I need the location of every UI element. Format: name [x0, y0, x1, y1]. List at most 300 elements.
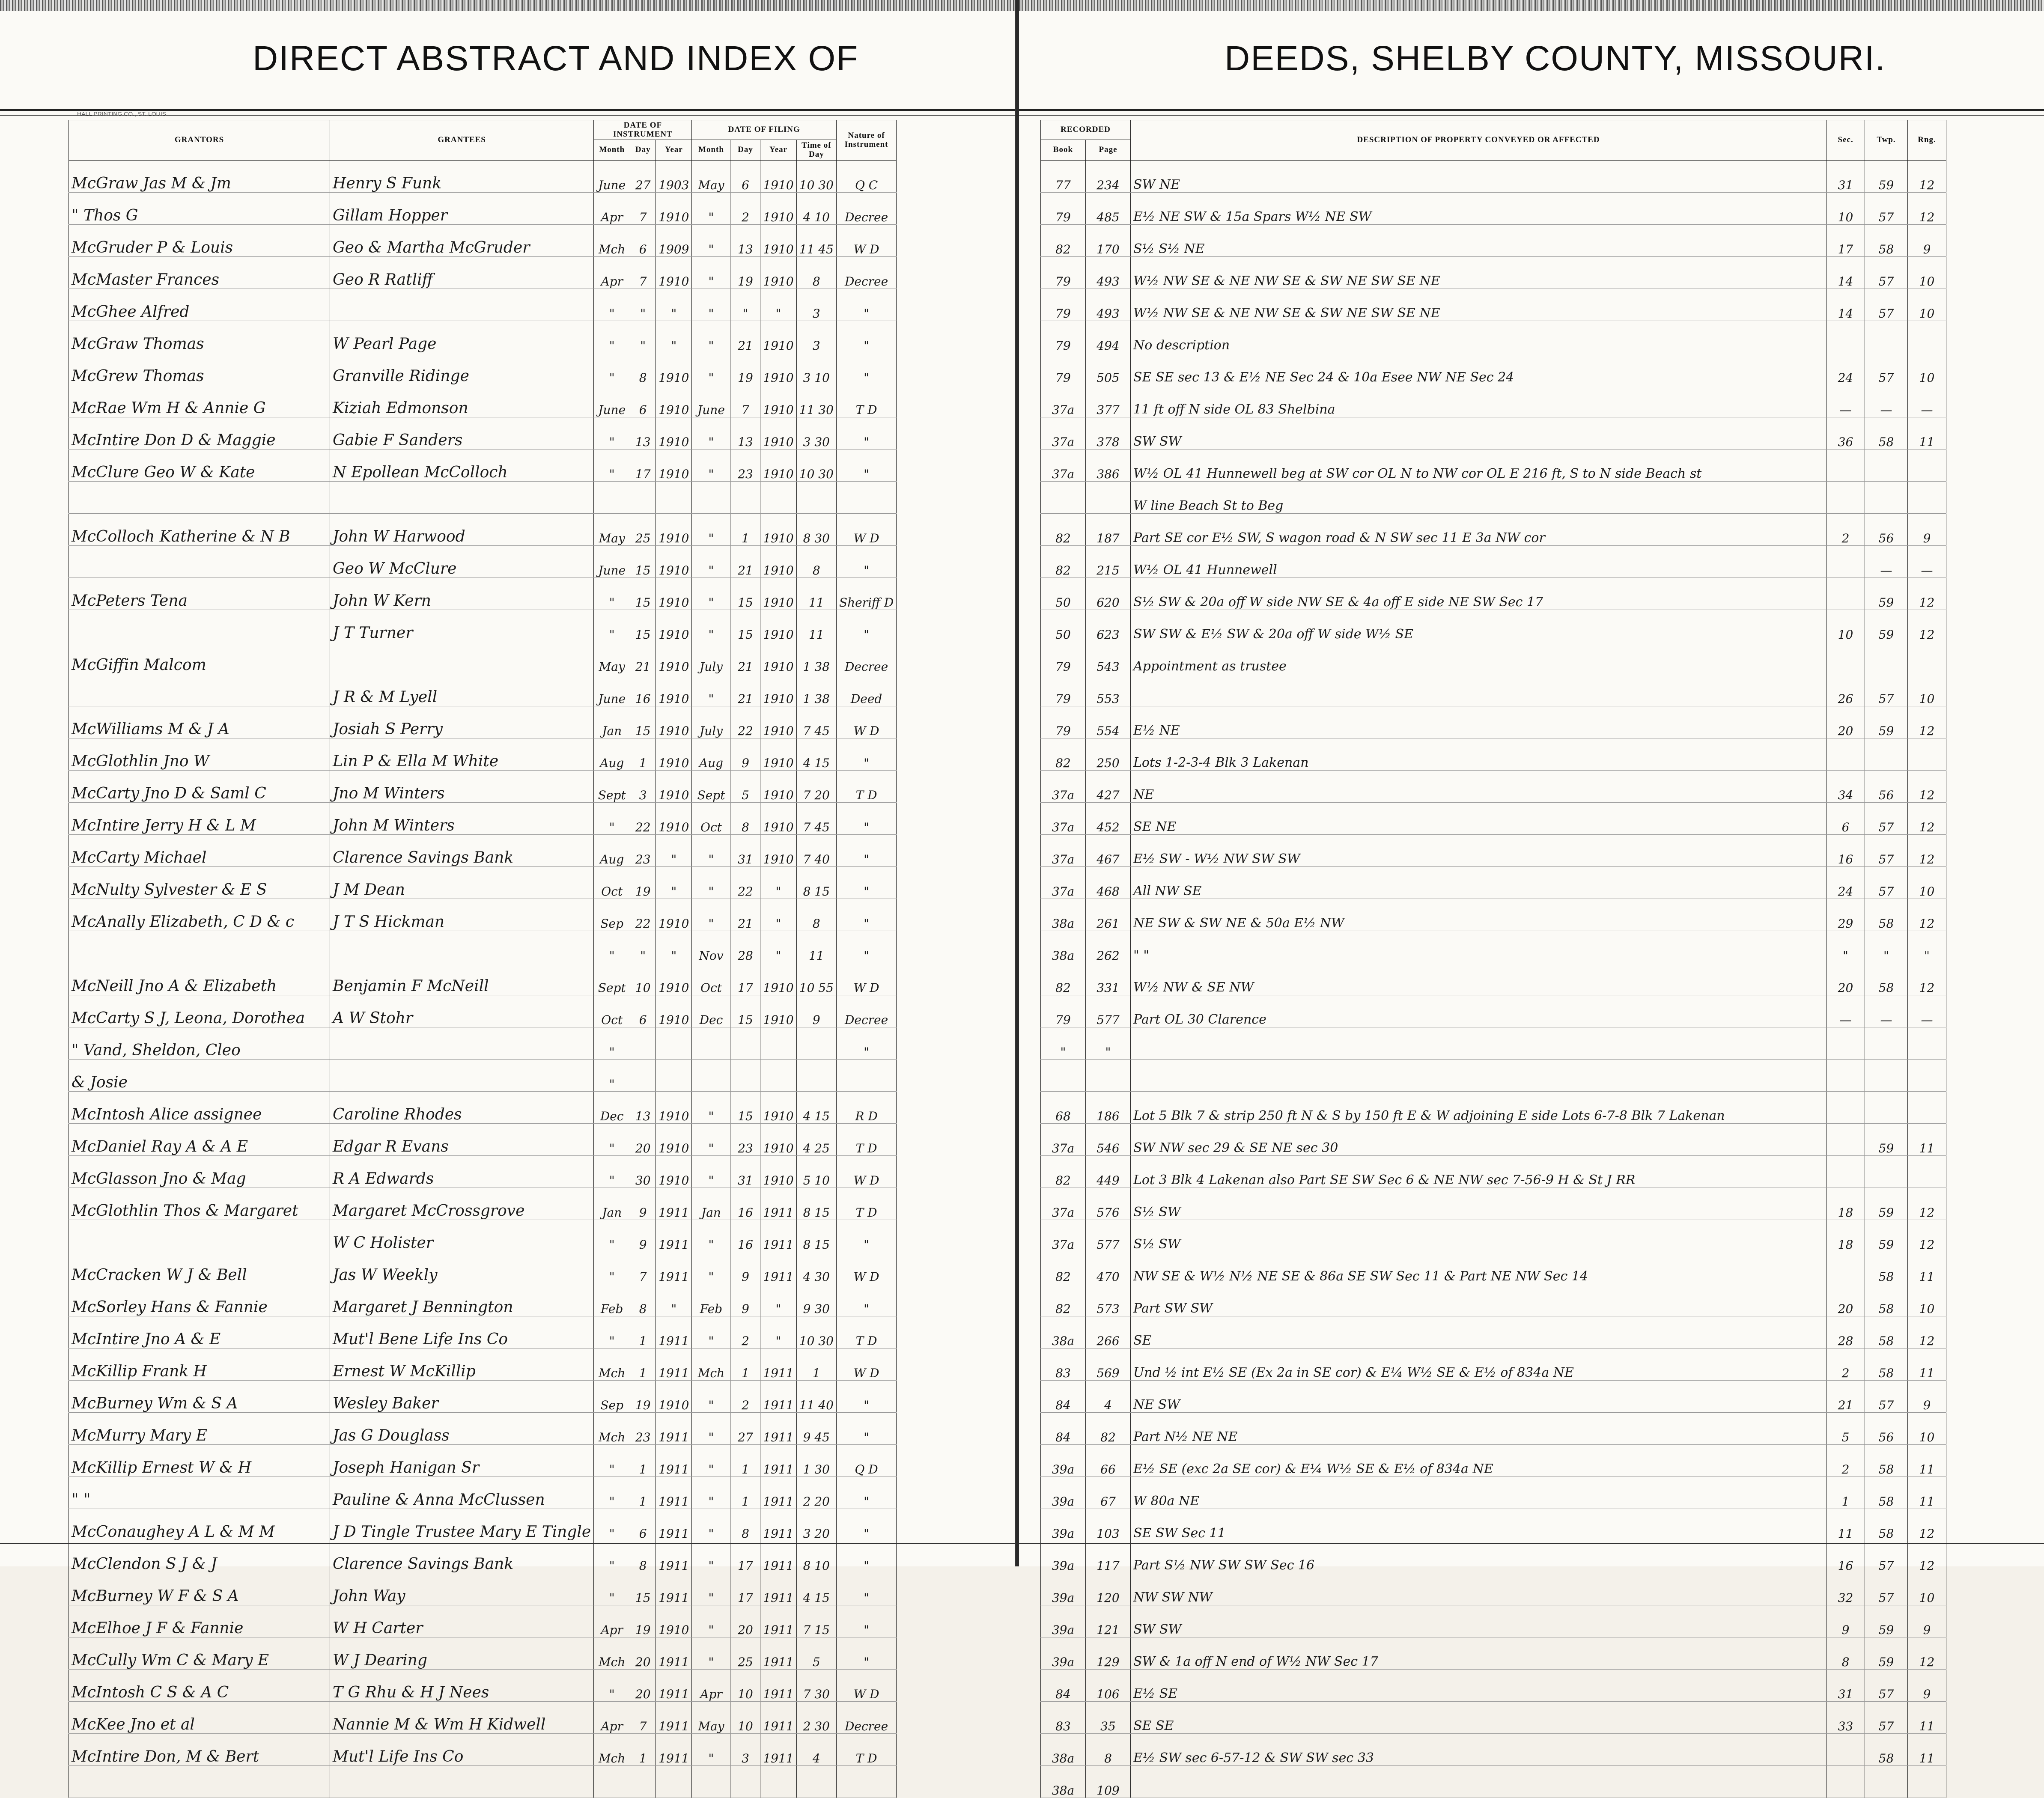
instrument-day-cell: 15 — [630, 1573, 656, 1605]
rng-cell: 9 — [1908, 514, 1946, 546]
rng-cell: — — [1908, 546, 1946, 578]
description-cell: E½ SW sec 6-57-12 & SW SW sec 33 — [1131, 1734, 1826, 1766]
header-rule-thin — [1019, 115, 2044, 116]
grantee-cell: Clarence Savings Bank — [330, 835, 594, 867]
instrument-month-cell: Sept — [594, 963, 630, 995]
filing-day-cell: 17 — [730, 963, 760, 995]
instrument-year-cell: " — [656, 321, 692, 353]
instrument-day-cell: 1 — [630, 738, 656, 771]
filing-time-cell: 4 15 — [796, 1573, 836, 1605]
table-row — [1041, 257, 1946, 289]
instrument-year-cell: 1910 — [656, 578, 692, 610]
filing-year-cell: 1910 — [760, 642, 796, 674]
nature-cell: " — [836, 1477, 896, 1509]
table-row — [1041, 1605, 1946, 1637]
description-cell: SW NE — [1131, 161, 1826, 193]
table-row — [69, 1348, 897, 1381]
instrument-day-cell: 15 — [630, 578, 656, 610]
instrument-year-cell: 1910 — [656, 995, 692, 1027]
nature-cell: Decree — [836, 995, 896, 1027]
instrument-year-cell: " — [656, 289, 692, 321]
col-book: Book — [1041, 140, 1086, 161]
instrument-day-cell: 23 — [630, 1413, 656, 1445]
instrument-year-cell: 1910 — [656, 771, 692, 803]
book-cell: 38a — [1041, 1316, 1086, 1348]
filing-year-cell: 1910 — [760, 1156, 796, 1188]
instrument-year-cell: 1910 — [656, 450, 692, 482]
instrument-year-cell: 1910 — [656, 193, 692, 225]
table-row — [1041, 353, 1946, 385]
rng-cell: 11 — [1908, 417, 1946, 450]
filing-month-cell: " — [692, 450, 730, 482]
col-time-of-day: Time of Day — [796, 140, 836, 161]
col-twp: Twp. — [1865, 120, 1908, 161]
twp-cell: 59 — [1865, 578, 1908, 610]
table-row — [69, 578, 897, 610]
filing-year-cell: 1911 — [760, 1188, 796, 1220]
sec-cell: 20 — [1826, 963, 1865, 995]
table-row — [69, 1124, 897, 1156]
book-cell: 38a — [1041, 899, 1086, 931]
instrument-month-cell: Apr — [594, 1605, 630, 1637]
sec-cell — [1826, 1092, 1865, 1124]
grantor-cell: McKillip Ernest W & H — [69, 1445, 330, 1477]
nature-cell: " — [836, 546, 896, 578]
nature-cell: " — [836, 867, 896, 899]
instrument-day-cell: 15 — [630, 610, 656, 642]
filing-month-cell: Mch — [692, 1348, 730, 1381]
col-file-month: Month — [692, 140, 730, 161]
nature-cell: " — [836, 610, 896, 642]
rng-cell — [1908, 1060, 1946, 1092]
rng-cell: 10 — [1908, 674, 1946, 706]
instrument-month-cell: " — [594, 417, 630, 450]
rng-cell — [1908, 1156, 1946, 1188]
book-cell: 37a — [1041, 1220, 1086, 1252]
filing-year-cell: 1910 — [760, 706, 796, 738]
instrument-year-cell: 1911 — [656, 1637, 692, 1670]
table-row — [69, 706, 897, 738]
instrument-month-cell: " — [594, 1156, 630, 1188]
page-cell: 8 — [1086, 1734, 1131, 1766]
rng-cell: 10 — [1908, 1284, 1946, 1316]
instrument-month-cell: Oct — [594, 867, 630, 899]
nature-cell: Decree — [836, 193, 896, 225]
col-inst-month: Month — [594, 140, 630, 161]
instrument-day-cell: 9 — [630, 1220, 656, 1252]
rng-cell: 9 — [1908, 1670, 1946, 1702]
book-cell: 37a — [1041, 867, 1086, 899]
table-row — [69, 610, 897, 642]
filing-time-cell: 7 45 — [796, 803, 836, 835]
instrument-year-cell: " — [656, 931, 692, 963]
table-row — [69, 1670, 897, 1702]
filing-month-cell: " — [692, 321, 730, 353]
footer-rule — [0, 1543, 1015, 1544]
instrument-month-cell: May — [594, 514, 630, 546]
instrument-year-cell: " — [656, 1284, 692, 1316]
page-cell: 106 — [1086, 1670, 1131, 1702]
filing-year-cell: 1911 — [760, 1702, 796, 1734]
col-grantees: GRANTEES — [330, 120, 594, 161]
nature-cell: W D — [836, 1252, 896, 1284]
instrument-month-cell: Feb — [594, 1284, 630, 1316]
table-row — [1041, 1188, 1946, 1220]
filing-year-cell: 1911 — [760, 1252, 796, 1284]
filing-month-cell: " — [692, 1092, 730, 1124]
instrument-day-cell: 19 — [630, 1381, 656, 1413]
right-page-title: DEEDS, SHELBY COUNTY, MISSOURI. — [1225, 39, 1886, 78]
grantee-cell: Jas W Weekly — [330, 1252, 594, 1284]
rng-cell: 12 — [1908, 193, 1946, 225]
instrument-day-cell: 20 — [630, 1670, 656, 1702]
filing-time-cell: 3 — [796, 289, 836, 321]
sec-cell: 18 — [1826, 1220, 1865, 1252]
description-cell: All NW SE — [1131, 867, 1826, 899]
page-cell: 553 — [1086, 674, 1131, 706]
rng-cell: " — [1908, 931, 1946, 963]
instrument-day-cell: 16 — [630, 674, 656, 706]
filing-year-cell: 1911 — [760, 1348, 796, 1381]
rng-cell: 12 — [1908, 1541, 1946, 1573]
nature-cell: Decree — [836, 1702, 896, 1734]
filing-time-cell: 4 25 — [796, 1124, 836, 1156]
instrument-year-cell: 1910 — [656, 257, 692, 289]
filing-time-cell: 8 — [796, 899, 836, 931]
rng-cell: 12 — [1908, 771, 1946, 803]
grantee-cell: W C Holister — [330, 1220, 594, 1252]
description-cell: W½ OL 41 Hunnewell beg at SW cor OL N to NW cor OL E 216 ft, S to N side Beach st — [1131, 450, 1826, 482]
nature-cell: " — [836, 899, 896, 931]
description-cell: " " — [1131, 931, 1826, 963]
description-cell: E½ NE SW & 15a Spars W½ NE SW — [1131, 193, 1826, 225]
grantor-cell — [69, 674, 330, 706]
filing-time-cell: 9 30 — [796, 1284, 836, 1316]
book-cell — [1041, 482, 1086, 514]
twp-cell: 58 — [1865, 1252, 1908, 1284]
page-cell: 262 — [1086, 931, 1131, 963]
filing-year-cell: 1910 — [760, 161, 796, 193]
sec-cell: 36 — [1826, 417, 1865, 450]
filing-year-cell: " — [760, 289, 796, 321]
instrument-year-cell: 1910 — [656, 417, 692, 450]
instrument-day-cell: 25 — [630, 514, 656, 546]
twp-cell: — — [1865, 546, 1908, 578]
page-cell: 620 — [1086, 578, 1131, 610]
grantee-cell: Clarence Savings Bank — [330, 1541, 594, 1573]
grantee-cell: Pauline & Anna McClussen — [330, 1477, 594, 1509]
instrument-month-cell: Aug — [594, 738, 630, 771]
description-cell: SE — [1131, 1316, 1826, 1348]
book-cell: 79 — [1041, 289, 1086, 321]
table-row — [69, 1509, 897, 1541]
page-cell: 470 — [1086, 1252, 1131, 1284]
filing-time-cell: 3 10 — [796, 353, 836, 385]
description-cell: S½ S½ NE — [1131, 225, 1826, 257]
filing-time-cell: 8 15 — [796, 1188, 836, 1220]
table-row — [69, 738, 897, 771]
table-row — [1041, 1381, 1946, 1413]
book-cell: 79 — [1041, 321, 1086, 353]
col-page: Page — [1086, 140, 1131, 161]
table-row — [69, 931, 897, 963]
filing-time-cell: 8 15 — [796, 1220, 836, 1252]
filing-year-cell: 1910 — [760, 225, 796, 257]
grantor-cell — [69, 1766, 330, 1798]
filing-time-cell: 7 30 — [796, 1670, 836, 1702]
filing-year-cell: 1911 — [760, 1605, 796, 1637]
table-row — [69, 1381, 897, 1413]
instrument-day-cell: 23 — [630, 835, 656, 867]
filing-year-cell: 1910 — [760, 353, 796, 385]
col-inst-day: Day — [630, 140, 656, 161]
sec-cell: 2 — [1826, 514, 1865, 546]
twp-cell: 57 — [1865, 257, 1908, 289]
nature-cell: W D — [836, 963, 896, 995]
filing-year-cell: 1910 — [760, 771, 796, 803]
instrument-year-cell: 1911 — [656, 1445, 692, 1477]
grantor-cell: McConaughey A L & M M — [69, 1509, 330, 1541]
twp-cell — [1865, 482, 1908, 514]
col-description: DESCRIPTION OF PROPERTY CONVEYED OR AFFECTED — [1131, 120, 1826, 161]
page-cell: 493 — [1086, 257, 1131, 289]
page-cell: 261 — [1086, 899, 1131, 931]
description-cell: W½ NW & SE NW — [1131, 963, 1826, 995]
grantor-cell: McElhoe J F & Fannie — [69, 1605, 330, 1637]
description-cell: S½ SW — [1131, 1188, 1826, 1220]
filing-year-cell: 1910 — [760, 738, 796, 771]
filing-year-cell: 1910 — [760, 803, 796, 835]
filing-month-cell: " — [692, 1445, 730, 1477]
filing-time-cell: 11 45 — [796, 225, 836, 257]
sec-cell — [1826, 1766, 1865, 1798]
book-cell: 82 — [1041, 1284, 1086, 1316]
instrument-day-cell: " — [630, 321, 656, 353]
sec-cell: 33 — [1826, 1702, 1865, 1734]
filing-time-cell — [796, 482, 836, 514]
book-cell: 37a — [1041, 417, 1086, 450]
twp-cell: 58 — [1865, 1316, 1908, 1348]
grantee-cell: Geo & Martha McGruder — [330, 225, 594, 257]
instrument-month-cell: " — [594, 931, 630, 963]
filing-day-cell: 20 — [730, 1605, 760, 1637]
table-row — [1041, 1670, 1946, 1702]
table-row — [1041, 1156, 1946, 1188]
description-cell: NW SW NW — [1131, 1573, 1826, 1605]
book-cell: 39a — [1041, 1477, 1086, 1509]
footer-rule — [1019, 1543, 2044, 1544]
filing-day-cell: 23 — [730, 1124, 760, 1156]
table-row — [1041, 899, 1946, 931]
instrument-month-cell: " — [594, 321, 630, 353]
instrument-year-cell: 1911 — [656, 1348, 692, 1381]
twp-cell — [1865, 450, 1908, 482]
filing-year-cell: 1911 — [760, 1670, 796, 1702]
page-cell: 331 — [1086, 963, 1131, 995]
twp-cell: 57 — [1865, 867, 1908, 899]
instrument-year-cell: " — [656, 867, 692, 899]
page-cell: 623 — [1086, 610, 1131, 642]
filing-day-cell: 8 — [730, 803, 760, 835]
grantor-cell: McGlothlin Jno W — [69, 738, 330, 771]
instrument-day-cell — [630, 482, 656, 514]
table-row — [1041, 1509, 1946, 1541]
table-row — [69, 514, 897, 546]
table-row — [69, 257, 897, 289]
twp-cell: 59 — [1865, 1188, 1908, 1220]
page-cell — [1086, 1060, 1131, 1092]
grantor-cell: McColloch Katherine & N B — [69, 514, 330, 546]
instrument-day-cell: 8 — [630, 1541, 656, 1573]
filing-time-cell: 4 30 — [796, 1252, 836, 1284]
instrument-day-cell: 15 — [630, 546, 656, 578]
book-cell: 50 — [1041, 578, 1086, 610]
instrument-year-cell: 1910 — [656, 1092, 692, 1124]
instrument-year-cell: 1910 — [656, 963, 692, 995]
instrument-month-cell: Aug — [594, 835, 630, 867]
filing-month-cell: Aug — [692, 738, 730, 771]
instrument-day-cell: 1 — [630, 1477, 656, 1509]
filing-year-cell: 1910 — [760, 995, 796, 1027]
filing-day-cell: 27 — [730, 1413, 760, 1445]
table-row — [1041, 738, 1946, 771]
table-row — [1041, 289, 1946, 321]
sec-cell: 18 — [1826, 1188, 1865, 1220]
twp-cell: 59 — [1865, 1605, 1908, 1637]
sec-cell: 20 — [1826, 1284, 1865, 1316]
table-row — [1041, 1477, 1946, 1509]
instrument-day-cell: 27 — [630, 161, 656, 193]
sec-cell: 9 — [1826, 1605, 1865, 1637]
filing-time-cell — [796, 1027, 836, 1060]
grantee-cell: T G Rhu & H J Nees — [330, 1670, 594, 1702]
grantee-cell: J R & M Lyell — [330, 674, 594, 706]
book-cell: 84 — [1041, 1670, 1086, 1702]
filing-time-cell: 5 — [796, 1637, 836, 1670]
table-row — [69, 1188, 897, 1220]
nature-cell: " — [836, 289, 896, 321]
filing-month-cell — [692, 1060, 730, 1092]
rng-cell — [1908, 450, 1946, 482]
filing-day-cell: 2 — [730, 193, 760, 225]
filing-year-cell: 1910 — [760, 963, 796, 995]
page-cell: 573 — [1086, 1284, 1131, 1316]
instrument-month-cell: Jan — [594, 1188, 630, 1220]
nature-cell: W D — [836, 1348, 896, 1381]
filing-year-cell: 1910 — [760, 193, 796, 225]
sec-cell: 24 — [1826, 867, 1865, 899]
sec-cell: 8 — [1826, 1637, 1865, 1670]
book-cell: 82 — [1041, 514, 1086, 546]
table-row — [69, 450, 897, 482]
filing-year-cell: " — [760, 1284, 796, 1316]
filing-time-cell: 8 15 — [796, 867, 836, 899]
filing-time-cell: 10 30 — [796, 450, 836, 482]
page-cell: 554 — [1086, 706, 1131, 738]
nature-cell: Deed — [836, 674, 896, 706]
filing-day-cell: 31 — [730, 835, 760, 867]
grantor-cell: McDaniel Ray A & A E — [69, 1124, 330, 1156]
instrument-day-cell — [630, 1060, 656, 1092]
filing-day-cell: 1 — [730, 1445, 760, 1477]
rng-cell: 12 — [1908, 1316, 1946, 1348]
table-row — [69, 1702, 897, 1734]
twp-cell: 57 — [1865, 193, 1908, 225]
table-row — [1041, 1573, 1946, 1605]
filing-day-cell: 9 — [730, 1252, 760, 1284]
sec-cell: — — [1826, 995, 1865, 1027]
twp-cell: 58 — [1865, 417, 1908, 450]
table-row — [1041, 1284, 1946, 1316]
sec-cell: " — [1826, 931, 1865, 963]
table-row — [69, 1766, 897, 1798]
rng-cell: 12 — [1908, 963, 1946, 995]
book-cell: 79 — [1041, 706, 1086, 738]
instrument-year-cell: 1910 — [656, 642, 692, 674]
sec-cell — [1826, 1027, 1865, 1060]
filing-time-cell — [796, 1060, 836, 1092]
grantor-cell: McBurney W F & S A — [69, 1573, 330, 1605]
page-cell — [1086, 482, 1131, 514]
instrument-year-cell: 1910 — [656, 674, 692, 706]
rng-cell: 9 — [1908, 225, 1946, 257]
instrument-year-cell — [656, 1766, 692, 1798]
instrument-year-cell: 1910 — [656, 385, 692, 417]
filing-month-cell — [692, 1766, 730, 1798]
table-row — [69, 482, 897, 514]
filing-month-cell: Jan — [692, 1188, 730, 1220]
filing-month-cell: " — [692, 514, 730, 546]
twp-cell — [1865, 321, 1908, 353]
description-cell: Appointment as trustee — [1131, 642, 1826, 674]
description-cell: No description — [1131, 321, 1826, 353]
table-row — [69, 995, 897, 1027]
filing-month-cell: " — [692, 674, 730, 706]
filing-year-cell: 1910 — [760, 385, 796, 417]
grantor-cell: McGrew Thomas — [69, 353, 330, 385]
instrument-year-cell: 1911 — [656, 1509, 692, 1541]
sec-cell: 32 — [1826, 1573, 1865, 1605]
filing-time-cell: 10 30 — [796, 161, 836, 193]
filing-time-cell: 7 45 — [796, 706, 836, 738]
grantor-cell — [69, 482, 330, 514]
table-row — [1041, 1027, 1946, 1060]
filing-time-cell: 11 40 — [796, 1381, 836, 1413]
filing-time-cell: 3 20 — [796, 1509, 836, 1541]
page-cell: 468 — [1086, 867, 1131, 899]
page-cell: " — [1086, 1027, 1131, 1060]
col-sec: Sec. — [1826, 120, 1865, 161]
filing-year-cell: 1911 — [760, 1477, 796, 1509]
twp-cell — [1865, 1027, 1908, 1060]
filing-month-cell: Oct — [692, 803, 730, 835]
description-cell: SW SW & E½ SW & 20a off W side W½ SE — [1131, 610, 1826, 642]
grantor-cell: McCully Wm C & Mary E — [69, 1637, 330, 1670]
rng-cell: 9 — [1908, 1381, 1946, 1413]
instrument-month-cell: Mch — [594, 225, 630, 257]
instrument-month-cell: Apr — [594, 257, 630, 289]
grantee-cell: Margaret J Bennington — [330, 1284, 594, 1316]
table-row — [69, 1220, 897, 1252]
filing-year-cell: 1911 — [760, 1637, 796, 1670]
sec-cell: 21 — [1826, 1381, 1865, 1413]
twp-cell — [1865, 642, 1908, 674]
grantor-cell: " " — [69, 1477, 330, 1509]
grantee-cell: A W Stohr — [330, 995, 594, 1027]
filing-day-cell: 31 — [730, 1156, 760, 1188]
grantee-cell: Henry S Funk — [330, 161, 594, 193]
instrument-day-cell — [630, 1766, 656, 1798]
